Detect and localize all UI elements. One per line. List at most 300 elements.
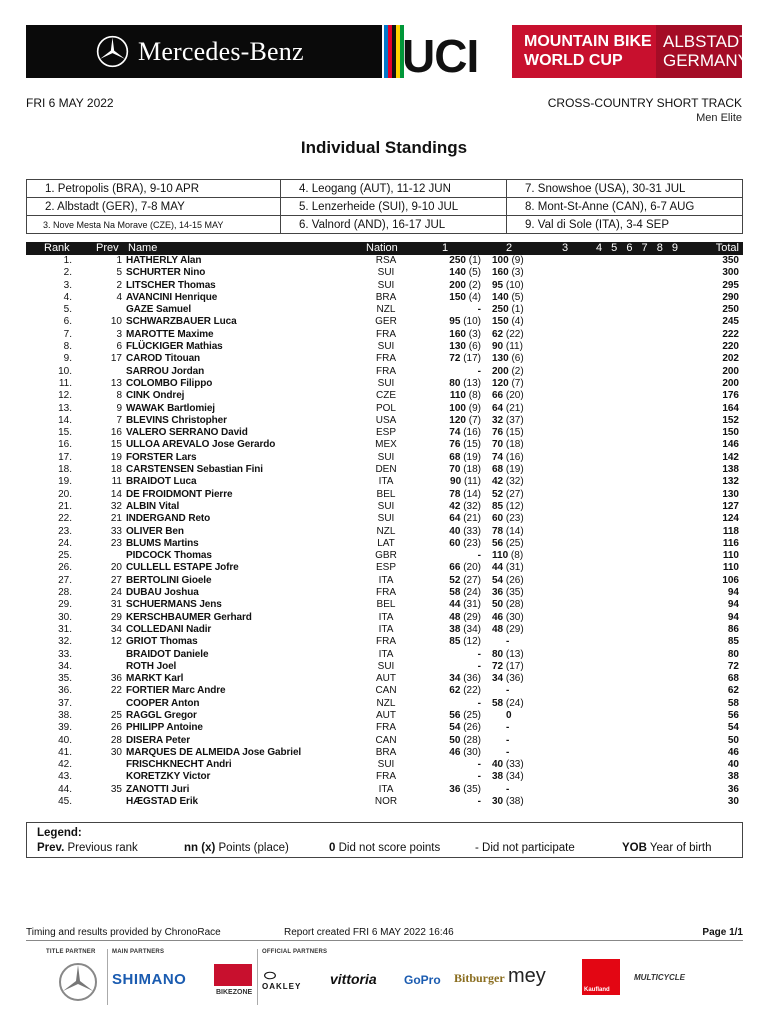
round-2-points: 30 — [492, 796, 504, 808]
round-2-place: (32) — [505, 476, 524, 488]
round-2-cell — [492, 415, 547, 427]
main-partners-label: MAIN PARTNERS — [112, 949, 165, 955]
nation-cell: ESP — [375, 562, 396, 574]
rounds-row — [27, 216, 743, 234]
round-cell: 6. Valnord (AND), 16-17 JUL — [281, 216, 507, 234]
header-rank: Rank — [44, 242, 70, 254]
event-date: FRI 6 MAY 2022 — [26, 96, 114, 110]
rider-name: FRISCHKNECHT Andri — [126, 759, 232, 771]
round-1-points: 46 — [449, 746, 461, 758]
table-row — [26, 759, 743, 771]
round-1-place: (23) — [463, 537, 481, 549]
round-2-points: 0 — [506, 709, 512, 721]
rank-cell: 41. — [58, 746, 72, 758]
round-1-cell — [426, 784, 481, 796]
round-1-points: 38 — [449, 623, 461, 635]
round-2-cell — [492, 292, 547, 304]
round-1-points: 100 — [449, 402, 466, 414]
partner-divider — [107, 949, 108, 1005]
round-cell: 1. Petropolis (BRA), 9-10 APR — [27, 180, 281, 198]
round-2-cell — [492, 255, 547, 267]
table-row — [26, 267, 743, 279]
total-points: 300 — [722, 267, 739, 279]
table-row — [26, 464, 743, 476]
rank-cell: 37. — [58, 697, 72, 709]
rider-name: SARROU Jordan — [126, 365, 205, 377]
round-2-points: 78 — [492, 525, 504, 537]
round-1-cell — [426, 427, 481, 439]
round-2-cell — [492, 771, 547, 783]
round-2-cell — [492, 452, 547, 464]
rider-name: ULLOA AREVALO Jose Gerardo — [126, 439, 276, 451]
nation-cell: SUI — [377, 660, 395, 672]
nation-cell: BRA — [375, 291, 397, 303]
legend-prev-key: Prev. — [37, 842, 65, 854]
series-name — [512, 25, 656, 78]
round-2-cell — [492, 489, 547, 501]
round-1-cell — [426, 353, 481, 365]
round-1-place: (28) — [463, 734, 481, 746]
round-1-place: (19) — [463, 451, 481, 463]
round-2-place: (8) — [510, 550, 524, 562]
rank-cell: 18. — [58, 464, 72, 476]
round-1-place: (4) — [468, 291, 481, 303]
round-1-cell — [426, 636, 481, 648]
rank-cell: 2. — [63, 267, 72, 279]
round-cell: 3. Nove Mesta Na Morave (CZE), 14-15 MAY — [27, 216, 281, 234]
round-1-points: 90 — [450, 476, 462, 488]
prev-rank-cell: 29 — [110, 611, 122, 623]
round-1-points: 64 — [449, 513, 461, 525]
round-1-cell — [426, 722, 481, 734]
round-1-place: (29) — [463, 611, 481, 623]
round-1-cell — [426, 599, 481, 611]
rider-name: AVANCINI Henrique — [126, 291, 218, 303]
table-row — [26, 673, 743, 685]
total-points: 58 — [727, 697, 739, 709]
total-points: 350 — [722, 255, 739, 266]
round-2-points: 150 — [492, 316, 509, 328]
round-2-cell — [492, 784, 547, 796]
round-2-place: (37) — [505, 414, 524, 426]
round-2-points: 66 — [492, 390, 504, 402]
round-1-cell — [426, 649, 481, 661]
nation-cell: GBR — [375, 550, 397, 562]
nation-cell: SUI — [377, 279, 395, 291]
round-2-points: 62 — [492, 328, 504, 340]
round-1-cell — [426, 710, 481, 722]
round-2-points: 38 — [492, 771, 504, 783]
mercedes-star-icon — [96, 35, 129, 68]
prev-rank-cell: 26 — [110, 722, 122, 734]
table-row — [26, 316, 743, 328]
round-1-cell — [426, 673, 481, 685]
round-2-points: 64 — [492, 402, 504, 414]
table-row — [26, 476, 743, 488]
rank-cell: 25. — [58, 550, 72, 562]
nation-cell: USA — [375, 414, 397, 426]
total-points: 116 — [722, 537, 739, 549]
table-row — [26, 341, 743, 353]
prev-rank-cell: 15 — [110, 439, 122, 451]
total-points: 150 — [722, 427, 739, 439]
table-row — [26, 501, 743, 513]
prev-rank-cell: 8 — [116, 390, 122, 402]
round-2-cell — [492, 316, 547, 328]
round-2-cell — [492, 685, 547, 697]
round-1-points: - — [477, 796, 481, 808]
table-row — [26, 587, 743, 599]
round-2-cell — [492, 526, 547, 538]
round-1-cell — [426, 329, 481, 341]
round-1-points: 48 — [449, 611, 461, 623]
timing-credit: Timing and results provided by ChronoRace — [26, 927, 221, 938]
round-2-place: (1) — [511, 304, 524, 316]
prev-rank-cell: 6 — [116, 341, 122, 353]
round-2-cell — [492, 464, 547, 476]
round-2-points: 56 — [492, 537, 504, 549]
round-1-points: 200 — [449, 279, 466, 291]
nation-cell: CAN — [375, 685, 397, 697]
table-body — [26, 255, 743, 808]
rider-name: KORETZKY Victor — [126, 771, 211, 783]
round-2-points: - — [506, 685, 510, 697]
rank-cell: 14. — [58, 414, 72, 426]
series-line-1: MOUNTAIN BIKE — [524, 33, 652, 50]
nation-cell: ITA — [378, 623, 394, 635]
round-1-points: 120 — [449, 414, 466, 426]
total-points: 130 — [722, 488, 739, 500]
total-points: 138 — [722, 464, 739, 476]
round-2-points: 130 — [492, 353, 509, 365]
nation-cell: NZL — [376, 304, 396, 316]
round-2-cell — [492, 304, 547, 316]
rank-cell: 39. — [58, 722, 72, 734]
prev-rank-cell: 20 — [110, 562, 122, 574]
round-1-points: 80 — [449, 377, 461, 389]
round-2-cell — [492, 710, 547, 722]
round-2-points: 100 — [492, 255, 509, 266]
prev-rank-cell: 12 — [110, 636, 122, 648]
header-banner — [26, 25, 750, 78]
total-points: 118 — [722, 525, 739, 537]
round-2-place: (24) — [505, 697, 524, 709]
round-2-points: - — [506, 746, 510, 758]
nation-cell: SUI — [377, 451, 395, 463]
table-row — [26, 366, 743, 378]
rank-cell: 34. — [58, 660, 72, 672]
rider-name: GRIOT Thomas — [126, 636, 198, 648]
prev-rank-cell: 2 — [116, 279, 122, 291]
total-points: 110 — [722, 550, 739, 562]
round-1-place: (35) — [463, 783, 481, 795]
nation-cell: FRA — [376, 353, 396, 365]
nation-cell: ITA — [378, 783, 394, 795]
total-points: 152 — [722, 414, 739, 426]
table-row — [26, 255, 743, 267]
rank-cell: 30. — [58, 611, 72, 623]
gopro-logo: GoPro — [404, 973, 441, 987]
round-1-cell — [426, 280, 481, 292]
nation-cell: ITA — [378, 611, 394, 623]
total-points: 295 — [722, 279, 739, 291]
table-row — [26, 636, 743, 648]
round-1-place: (2) — [468, 279, 481, 291]
prev-rank-cell: 33 — [110, 525, 122, 537]
nation-cell: SUI — [377, 513, 395, 525]
round-1-points: 68 — [449, 451, 461, 463]
round-2-cell — [492, 759, 547, 771]
round-1-cell — [426, 390, 481, 402]
total-points: 106 — [722, 574, 739, 586]
vittoria-logo: vittoria — [330, 971, 377, 987]
round-1-place: (3) — [468, 328, 481, 340]
legend-box — [26, 822, 743, 858]
prev-rank-cell: 28 — [110, 734, 122, 746]
page-title: Individual Standings — [300, 138, 468, 157]
round-2-place: (30) — [505, 611, 524, 623]
round-1-place: (16) — [463, 427, 481, 439]
legend-title: Legend: — [37, 827, 82, 839]
rank-cell: 3. — [63, 279, 72, 291]
prev-rank-cell: 14 — [110, 488, 122, 500]
round-1-points: 95 — [449, 316, 461, 328]
round-2-points: 70 — [492, 439, 504, 451]
rider-name: SCHUERMANS Jens — [126, 599, 222, 611]
round-2-place: (2) — [511, 365, 524, 377]
round-2-cell — [492, 280, 547, 292]
round-2-cell — [492, 341, 547, 353]
round-2-cell — [492, 673, 547, 685]
table-row — [26, 562, 743, 574]
uci-wordmark: UCI — [402, 30, 479, 78]
table-row — [26, 427, 743, 439]
round-1-cell — [426, 759, 481, 771]
round-1-cell — [426, 624, 481, 636]
rank-cell: 29. — [58, 599, 72, 611]
round-2-place: (27) — [505, 488, 524, 500]
total-points: 200 — [722, 365, 739, 377]
rank-cell: 24. — [58, 537, 72, 549]
table-row — [26, 771, 743, 783]
prev-rank-cell: 13 — [110, 377, 122, 389]
round-2-cell — [492, 390, 547, 402]
round-2-cell — [492, 722, 547, 734]
header-round-1: 1 — [442, 242, 449, 254]
rider-name: HÆGSTAD Erik — [126, 796, 198, 808]
rider-name: VALERO SERRANO David — [126, 427, 248, 439]
partner-logos — [44, 949, 724, 1009]
round-1-cell — [426, 452, 481, 464]
header-round-3: 3 — [562, 242, 569, 254]
table-row — [26, 735, 743, 747]
round-cell: 7. Snowshoe (USA), 30-31 JUL — [507, 180, 743, 198]
table-row — [26, 538, 743, 550]
total-points: 72 — [727, 660, 739, 672]
round-2-place: (11) — [505, 341, 523, 353]
rider-name: DE FROIDMONT Pierre — [126, 488, 233, 500]
round-1-points: - — [477, 697, 481, 709]
nation-cell: BRA — [375, 746, 397, 758]
round-2-place: (34) — [505, 771, 524, 783]
rank-cell: 31. — [58, 623, 72, 635]
rider-name: CARSTENSEN Sebastian Fini — [126, 464, 263, 476]
table-row — [26, 452, 743, 464]
legend-zero-desc: Did not score points — [338, 842, 441, 854]
round-2-cell — [492, 267, 547, 279]
round-1-cell — [426, 698, 481, 710]
round-1-cell — [426, 489, 481, 501]
round-2-place: (16) — [505, 451, 524, 463]
table-row — [26, 550, 743, 562]
venue-line-2: GERMANY — [663, 51, 749, 70]
round-1-place: (21) — [463, 513, 481, 525]
prev-rank-cell: 3 — [116, 328, 122, 340]
round-1-cell — [426, 267, 481, 279]
legend-yob-key: YOB — [622, 842, 647, 854]
round-1-points: 72 — [449, 353, 461, 365]
round-cell: 2. Albstadt (GER), 7-8 MAY — [27, 198, 281, 216]
nation-cell: BEL — [376, 488, 396, 500]
table-row — [26, 378, 743, 390]
official-partners-label: OFFICIAL PARTNERS — [262, 949, 328, 955]
total-points: 222 — [722, 328, 739, 340]
rider-name: CULLELL ESTAPE Jofre — [126, 562, 239, 574]
table-row — [26, 796, 743, 808]
bikezone-logo: BIKEZONE — [216, 989, 253, 996]
table-row — [26, 685, 743, 697]
rider-name: ALBIN Vital — [126, 500, 180, 512]
oakley-logo: OAKLEY — [262, 982, 302, 991]
legend-yob — [622, 842, 712, 854]
prev-rank-cell: 7 — [116, 414, 122, 426]
prev-rank-cell: 25 — [110, 709, 122, 721]
round-1-place: (12) — [463, 636, 481, 648]
rider-name: BLUMS Martins — [126, 537, 199, 549]
rank-cell: 17. — [58, 451, 72, 463]
round-2-points: 110 — [492, 550, 509, 562]
round-2-cell — [492, 378, 547, 390]
round-2-cell — [492, 735, 547, 747]
round-1-place: (10) — [463, 316, 481, 328]
rank-cell: 9. — [63, 353, 72, 365]
header-prev: Prev — [96, 242, 119, 254]
table-row — [26, 624, 743, 636]
round-2-cell — [492, 636, 547, 648]
footer-divider — [26, 940, 743, 941]
round-1-cell — [426, 747, 481, 759]
round-1-cell — [426, 575, 481, 587]
event-name: CROSS-COUNTRY SHORT TRACK — [547, 96, 742, 110]
table-row — [26, 292, 743, 304]
round-2-cell — [492, 538, 547, 550]
round-2-place: (20) — [505, 390, 524, 402]
nation-cell: MEX — [375, 439, 397, 451]
round-2-cell — [492, 562, 547, 574]
round-2-points: 46 — [492, 611, 504, 623]
round-2-place: (28) — [505, 599, 524, 611]
prev-rank-cell: 18 — [110, 464, 122, 476]
rider-name: HATHERLY Alan — [126, 255, 202, 266]
total-points: 54 — [727, 722, 739, 734]
round-1-place: (31) — [463, 599, 481, 611]
round-1-cell — [426, 378, 481, 390]
round-1-place: (24) — [463, 587, 481, 599]
round-1-place: (22) — [463, 685, 481, 697]
rank-cell: 45. — [58, 796, 72, 808]
round-1-points: 34 — [449, 673, 461, 685]
nation-cell: LAT — [377, 537, 395, 549]
round-2-place: (18) — [505, 439, 524, 451]
round-2-cell — [492, 513, 547, 525]
total-points: 164 — [722, 402, 739, 414]
round-2-cell — [492, 403, 547, 415]
nation-cell: AUT — [376, 673, 396, 685]
round-2-place: (31) — [505, 562, 524, 574]
round-2-cell — [492, 353, 547, 365]
round-1-place: (14) — [463, 488, 481, 500]
total-points: 46 — [727, 746, 739, 758]
rank-cell: 15. — [58, 427, 72, 439]
nation-cell: ITA — [378, 648, 394, 660]
round-1-place: (8) — [468, 390, 481, 402]
round-2-place: (23) — [505, 513, 524, 525]
table-row — [26, 612, 743, 624]
round-2-place: (29) — [505, 623, 524, 635]
total-points: 94 — [727, 611, 739, 623]
round-1-cell — [426, 513, 481, 525]
total-points: 56 — [727, 709, 739, 721]
rider-name: MARQUES DE ALMEIDA Jose Gabriel — [126, 746, 302, 758]
mey-logo: mey — [508, 965, 546, 987]
legend-prev — [37, 842, 138, 854]
round-1-points: - — [477, 771, 481, 783]
round-1-place: (13) — [463, 377, 481, 389]
round-1-cell — [426, 415, 481, 427]
round-2-points: 76 — [492, 427, 504, 439]
rider-name: PHILIPP Antoine — [126, 722, 203, 734]
prev-rank-cell: 35 — [110, 783, 122, 795]
rank-cell: 16. — [58, 439, 72, 451]
round-1-place: (11) — [463, 476, 481, 488]
round-2-cell — [492, 649, 547, 661]
round-2-points: 32 — [492, 414, 504, 426]
standings-table — [26, 242, 743, 808]
table-row — [26, 304, 743, 316]
rider-name: COLLEDANI Nadir — [126, 623, 212, 635]
round-2-cell — [492, 698, 547, 710]
nation-cell: RSA — [375, 255, 397, 266]
round-2-cell — [492, 612, 547, 624]
round-2-points: 60 — [492, 513, 504, 525]
table-row — [26, 280, 743, 292]
round-2-cell — [492, 366, 547, 378]
round-1-points: 78 — [449, 488, 461, 500]
round-1-cell — [426, 796, 481, 808]
round-1-cell — [426, 661, 481, 673]
kaufland-logo: Kaufland — [584, 987, 610, 993]
brand-name: Mercedes-Benz — [138, 36, 304, 66]
table-row — [26, 698, 743, 710]
round-2-points: 72 — [492, 660, 504, 672]
rider-name: OLIVER Ben — [126, 525, 184, 537]
page-number: Page 1/1 — [702, 927, 743, 938]
total-points: 142 — [722, 451, 739, 463]
round-2-points: 68 — [492, 464, 504, 476]
nation-cell: SUI — [377, 267, 395, 279]
round-1-place: (26) — [463, 722, 481, 734]
round-1-points: 74 — [449, 427, 461, 439]
